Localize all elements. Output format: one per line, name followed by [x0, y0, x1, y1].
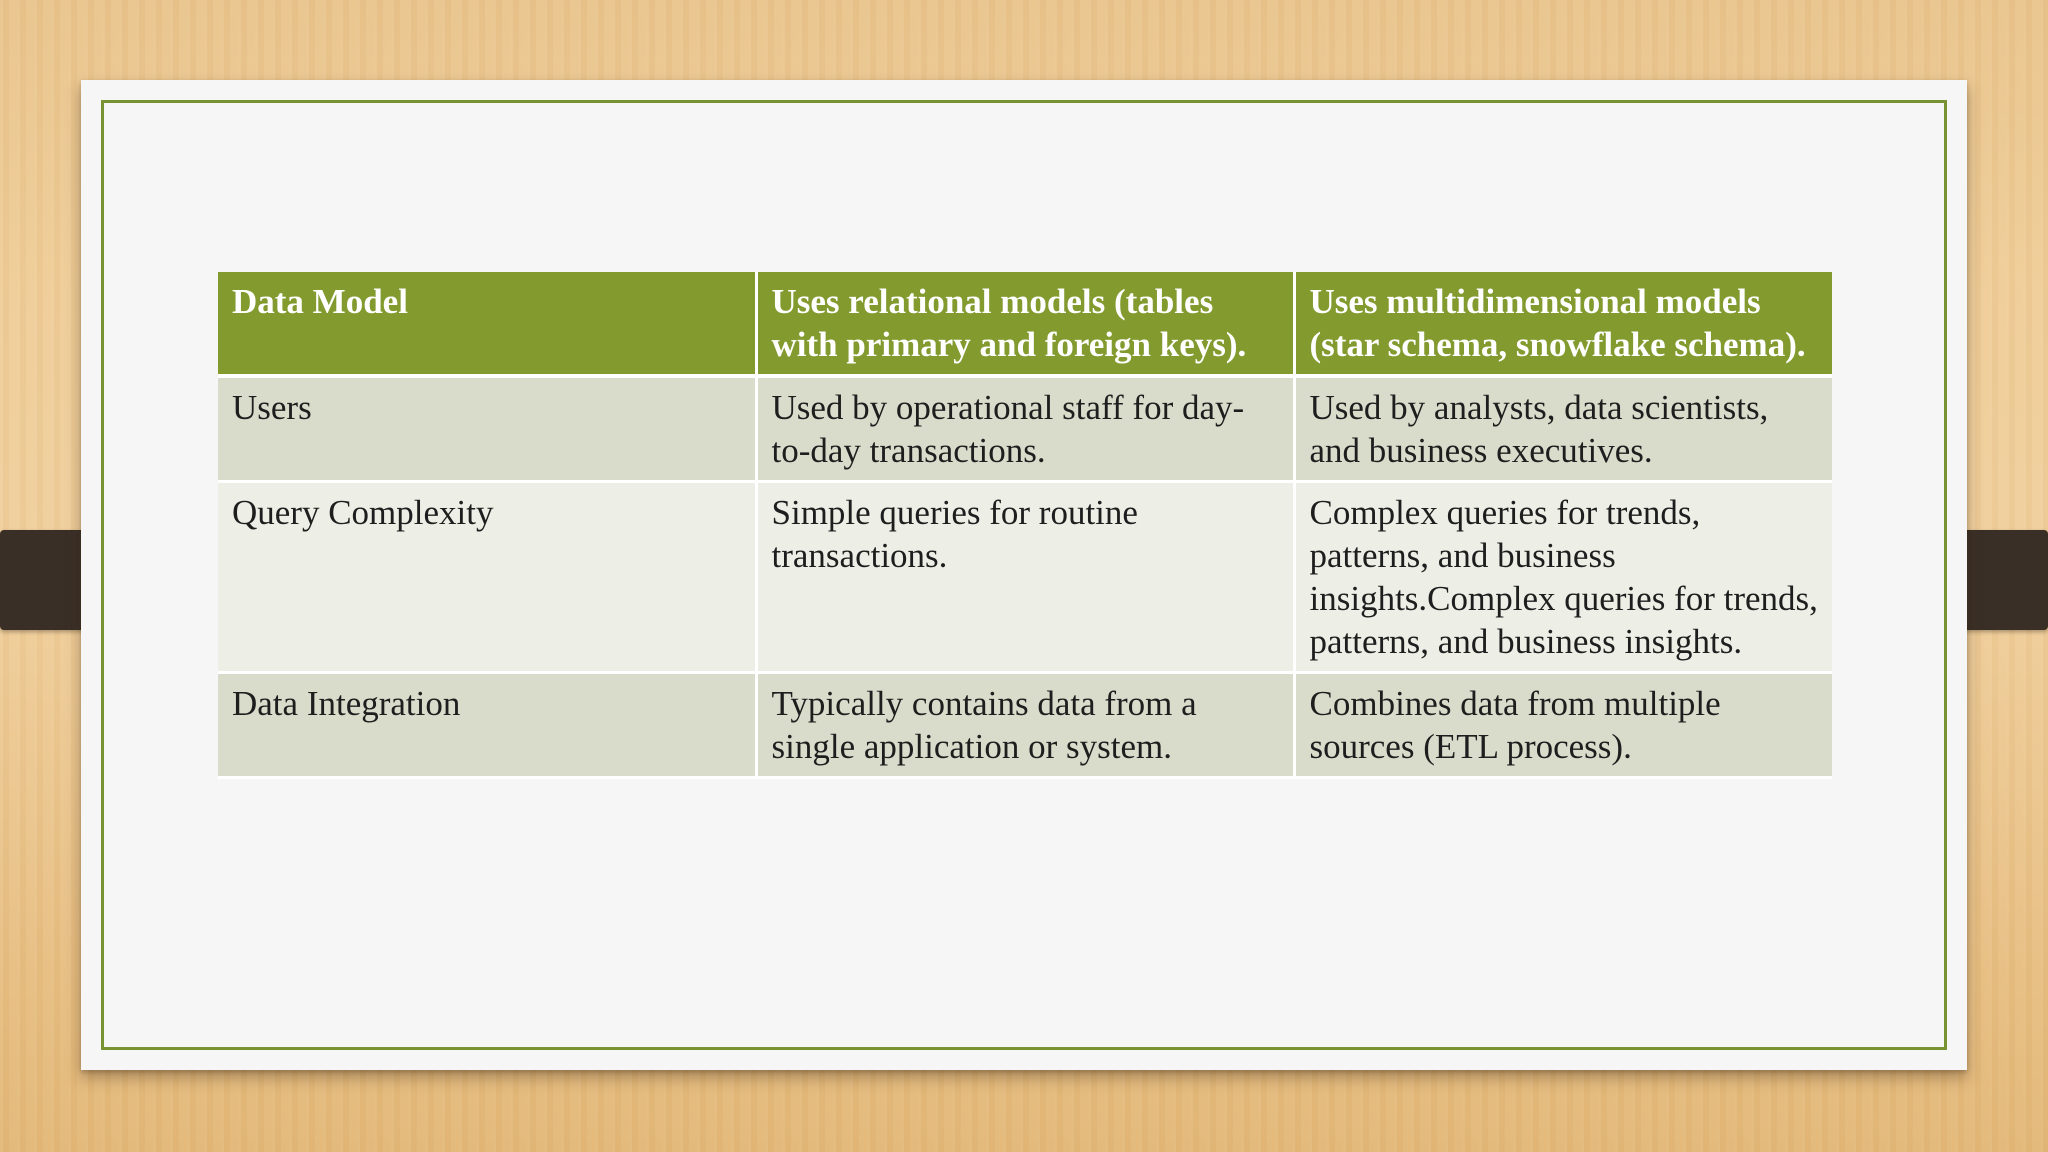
table-row	[218, 376, 1832, 482]
table-row	[218, 482, 1832, 673]
oltp-cell: Simple queries for routine transactions.	[756, 482, 1294, 673]
row-label: Users	[218, 376, 756, 482]
slide	[81, 80, 1967, 1070]
row-label: Data Integration	[218, 673, 756, 778]
row-label: Query Complexity	[218, 482, 756, 673]
table-row	[218, 673, 1832, 778]
olap-cell: Combines data from multiple sources (ETL process).	[1294, 673, 1832, 778]
header-cell-olap: Uses multidimensional models (star schema, snowflake schema).	[1294, 272, 1832, 376]
header-cell-label: Data Model	[218, 272, 756, 376]
header-cell-oltp: Uses relational models (tables with primary and foreign keys).	[756, 272, 1294, 376]
comparison-table	[218, 272, 1832, 779]
olap-cell: Used by analysts, data scientists, and business executives.	[1294, 376, 1832, 482]
oltp-cell: Typically contains data from a single application or system.	[756, 673, 1294, 778]
oltp-cell: Used by operational staff for day-to-day transactions.	[756, 376, 1294, 482]
table-header-row	[218, 272, 1832, 376]
olap-cell: Complex queries for trends, patterns, and business insights.Complex queries for trends, patterns, and business insights.	[1294, 482, 1832, 673]
